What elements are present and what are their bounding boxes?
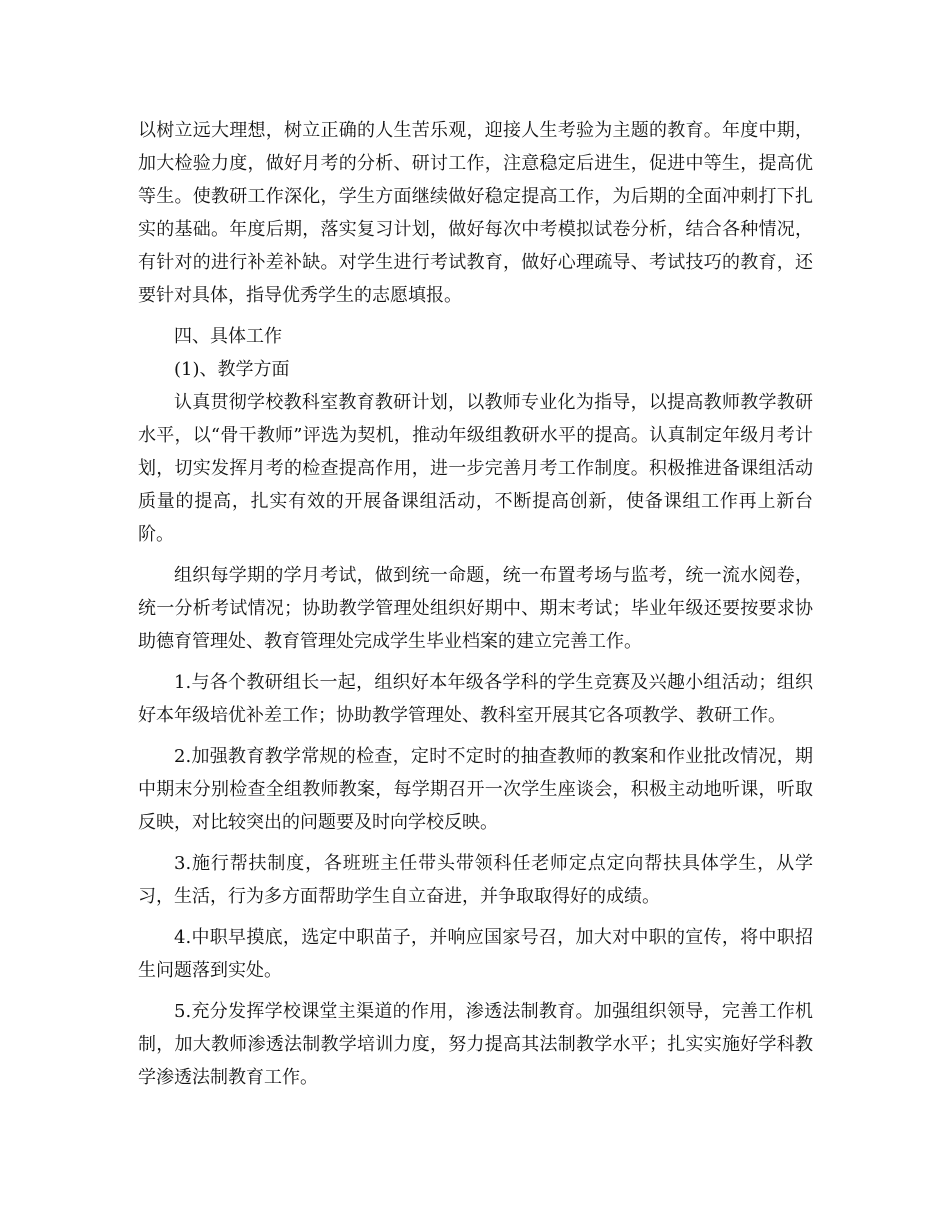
heading-specific-work: 四、具体工作 xyxy=(174,326,282,347)
list-item-5: 5.充分发挥学校课堂主渠道的作用，渗透法制教育。加强组织领导，完善工作机制，加大教师渗透法制教学培训力度，努力提高其法制教学水平；扎实实施好学科教学渗透法制教育工作。 xyxy=(138,1001,813,1088)
paragraph-teaching-plan: 认真贯彻学校教科室教育教研计划，以教师专业化为指导，以提高教师教学教研水平，以“骨干教师”评选为契机，推动年级组教研水平的提高。认真制定年级月考计划，切实发挥月考的检查提高作用，进一步完善月考工作制度。积极推进备课组活动质量的提高，扎实有效的开展备课组活动，不断提高创新，使备课组工作再上新台阶。 xyxy=(138,392,813,545)
paragraph-monthly-exams: 组织每学期的学月考试，做到统一命题，统一布置考场与监考，统一流水阅卷，统一分析考试情况；协助教学管理处组织好期中、期末考试；毕业年级还要按要求协助德育管理处、教育管理处完成学生毕业档案的建立完善工作。 xyxy=(138,565,813,652)
list-item-3: 3.施行帮扶制度，各班班主任带头带领科任老师定点定向帮扶具体学生，从学习，生活，行为多方面帮助学生自立奋进，并争取取得好的成绩。 xyxy=(138,853,813,907)
list-item-2: 2.加强教育教学常规的检查，定时不定时的抽查教师的教案和作业批改情况，期中期末分别检查全组教师教案，每学期召开一次学生座谈会，积极主动地听课，听取反映，对比较突出的问题要及时向学校反映。 xyxy=(138,746,813,833)
document-body xyxy=(138,114,813,1094)
list-item-4: 4.中职早摸底，选定中职苗子，并响应国家号召，加大对中职的宣传，将中职招生问题落到实处。 xyxy=(138,927,813,981)
subheading-teaching: (1)、教学方面 xyxy=(174,359,290,380)
paragraph-intro-continued: 以树立远大理想，树立正确的人生苦乐观，迎接人生考验为主题的教育。年度中期，加大检验力度，做好月考的分析、研讨工作，注意稳定后进生，促进中等生，提高优等生。使教研工作深化，学生方面继续做好稳定提高工作，为后期的全面冲刺打下扎实的基础。年度后期，落实复习计划，做好每次中考模拟试卷分析，结合各种情况，有针对的进行补差补缺。对学生进行考试教育，做好心理疏导、考试技巧的教育，还要针对具体，指导优秀学生的志愿填报。 xyxy=(138,120,813,306)
list-item-1: 1.与各个教研组长一起，组织好本年级各学科的学生竞赛及兴趣小组活动；组织好本年级培优补差工作；协助教学管理处、教科室开展其它各项教学、教研工作。 xyxy=(138,672,813,726)
